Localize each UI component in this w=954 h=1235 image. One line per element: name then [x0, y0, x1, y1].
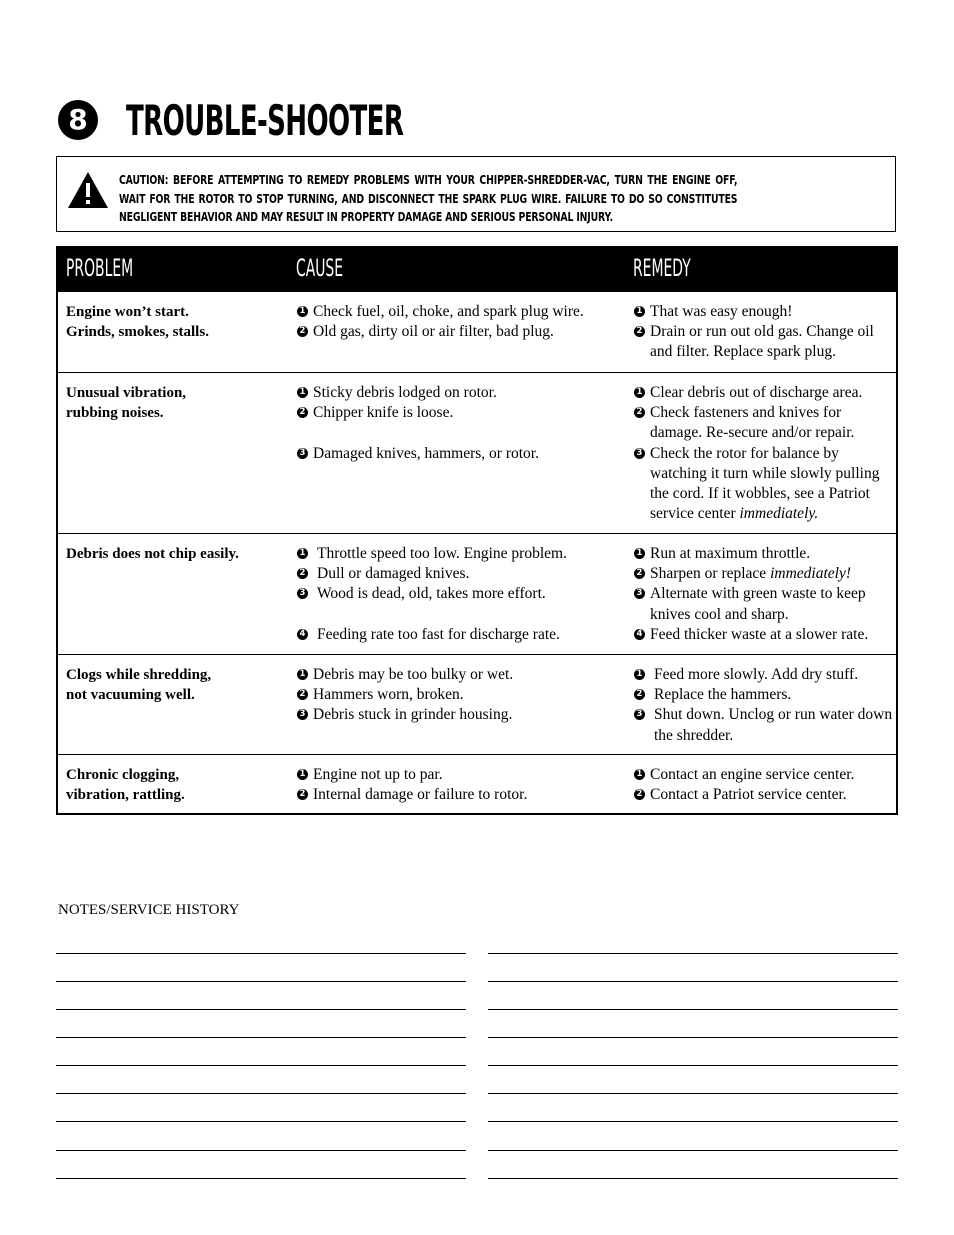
cause-text: Hammers worn, broken. — [313, 686, 464, 704]
number-1-icon: 1 — [634, 669, 645, 680]
cause-text: Internal damage or failure to rotor. — [313, 786, 528, 804]
remedy-cell — [633, 383, 895, 524]
cause-text: Throttle speed too low. Engine problem. — [317, 545, 567, 562]
table-row — [58, 533, 896, 655]
number-4-icon: 4 — [297, 629, 308, 640]
number-1-icon: 1 — [634, 306, 645, 317]
number-1-icon: 1 — [297, 306, 308, 317]
number-1-icon: 1 — [297, 548, 308, 559]
notes-line — [488, 981, 898, 982]
remedy-cell — [633, 302, 895, 363]
section-number-badge: 8 — [58, 100, 98, 140]
notes-line — [488, 1037, 898, 1038]
notes-line — [56, 1009, 466, 1010]
problem-text: not vacuuming well. — [66, 687, 195, 704]
cause-cell — [296, 765, 626, 805]
remedy-text-main: Check the rotor for balance by watching it turn while slowly pulling the cord. If it wobbles, see a Patriot service center — [650, 444, 880, 523]
cause-cell — [296, 665, 626, 726]
cause-text: Debris stuck in grinder housing. — [313, 706, 513, 724]
table-header — [58, 248, 896, 292]
cause-cell — [296, 302, 626, 342]
number-3-icon: 3 — [297, 448, 308, 459]
number-2-icon: 2 — [634, 568, 645, 579]
table-row — [58, 372, 896, 534]
cause-text: Debris may be too bulky or wet. — [313, 666, 514, 683]
number-1-icon: 1 — [297, 769, 308, 780]
cause-text: Sticky debris lodged on rotor. — [313, 384, 497, 401]
notes-line — [56, 1065, 466, 1066]
notes-line — [56, 1037, 466, 1038]
number-3-icon: 3 — [634, 709, 645, 720]
problem-text: Chronic clogging, — [66, 767, 180, 783]
remedy-emphasis: immediately! — [770, 565, 851, 583]
cause-text: Dull or damaged knives. — [317, 565, 470, 583]
number-1-icon: 1 — [634, 387, 645, 398]
notes-line — [488, 1178, 898, 1179]
number-2-icon: 2 — [297, 326, 308, 337]
notes-line — [56, 1093, 466, 1094]
number-3-icon: 3 — [297, 588, 308, 599]
problem-text: Unusual vibration, — [66, 385, 187, 401]
remedy-text-main: Sharpen or replace — [650, 565, 767, 583]
cause-text: Wood is dead, old, takes more effort. — [317, 585, 546, 603]
troubleshooting-table — [56, 246, 898, 815]
notes-line — [56, 1178, 466, 1179]
number-2-icon: 2 — [634, 326, 645, 337]
remedy-text: Drain or run out old gas. Change oil and filter. Replace spark plug. — [650, 323, 874, 361]
notes-line — [488, 1150, 898, 1151]
problem-text: vibration, rattling. — [66, 787, 185, 804]
notes-line — [488, 1093, 898, 1094]
remedy-text — [650, 444, 895, 525]
notes-line — [488, 953, 898, 954]
notes-line — [488, 1065, 898, 1066]
remedy-text: Alternate with green waste to keep knives cool and sharp. — [650, 585, 866, 623]
problem-cell — [66, 383, 286, 423]
page-title-text: TROUBLE-SHOOTER — [126, 95, 404, 145]
number-2-icon: 2 — [297, 689, 308, 700]
number-2-icon: 2 — [634, 789, 645, 800]
remedy-text: Contact a Patriot service center. — [650, 786, 847, 804]
notes-line — [488, 1121, 898, 1122]
problem-cell — [66, 765, 286, 805]
number-4-icon: 4 — [634, 629, 645, 640]
table-row — [58, 292, 896, 372]
remedy-text: Contact an engine service center. — [650, 766, 855, 783]
problem-text: Grinds, smokes, stalls. — [66, 324, 209, 341]
remedy-cell — [633, 665, 895, 746]
remedy-text: Replace the hammers. — [654, 686, 792, 704]
notes-line — [56, 1150, 466, 1151]
remedy-text: Check fasteners and knives for damage. Re-secure and/or repair. — [650, 404, 855, 442]
notes-line — [56, 953, 466, 954]
header-problem: PROBLEM — [66, 254, 134, 282]
table-row — [58, 654, 896, 755]
problem-text: Clogs while shredding, — [66, 667, 212, 683]
remedy-text: That was easy enough! — [650, 303, 793, 320]
number-2-icon: 2 — [297, 789, 308, 800]
number-3-icon: 3 — [297, 709, 308, 720]
problem-cell — [66, 665, 286, 705]
cause-text: Feeding rate too fast for discharge rate. — [317, 625, 560, 643]
caution-text: CAUTION: BEFORE ATTEMPTING TO REMEDY PROBLEMS WITH YOUR CHIPPER-SHREDDER-VAC, TURN THE ENGINE OFF, WAIT FOR THE ROTOR TO STOP TURNING, AND DISCONNECT THE SPARK PLUG WIRE. FAILURE TO DO SO CONSTITUTES NEGLIGENT BEHAVIOR AND MAY RESULT IN PROPERTY DAMAGE AND SERIOUS PERSONAL INJURY. — [119, 172, 738, 224]
number-3-icon: 3 — [634, 448, 645, 459]
notes-line — [488, 1009, 898, 1010]
problem-text: Engine won’t start. — [66, 304, 189, 320]
header-cause: CAUSE — [296, 254, 344, 282]
notes-line — [56, 981, 466, 982]
number-2-icon: 2 — [297, 407, 308, 418]
cause-text: Engine not up to par. — [313, 766, 443, 783]
remedy-text: Feed thicker waste at a slower rate. — [650, 625, 869, 643]
caution-box — [56, 156, 896, 232]
number-2-icon: 2 — [634, 689, 645, 700]
number-2-icon: 2 — [297, 568, 308, 579]
cause-cell — [296, 383, 626, 464]
remedy-text: Run at maximum throttle. — [650, 545, 811, 562]
header-remedy: REMEDY — [633, 254, 691, 282]
cause-text: Damaged knives, hammers, or rotor. — [313, 444, 539, 462]
number-2-icon: 2 — [634, 407, 645, 418]
number-1-icon: 1 — [297, 669, 308, 680]
cause-text: Old gas, dirty oil or air filter, bad plug. — [313, 323, 554, 341]
remedy-text — [650, 564, 851, 584]
warning-triangle-icon — [67, 171, 109, 209]
cause-text: Chipper knife is loose. — [313, 404, 454, 422]
remedy-cell — [633, 544, 895, 645]
cause-text: Check fuel, oil, choke, and spark plug wire. — [313, 303, 584, 320]
remedy-text: Feed more slowly. Add dry stuff. — [654, 666, 859, 683]
cause-cell — [296, 544, 626, 645]
page-title — [58, 90, 573, 150]
problem-cell — [66, 302, 286, 342]
number-1-icon: 1 — [297, 387, 308, 398]
number-1-icon: 1 — [634, 548, 645, 559]
notes-line — [56, 1121, 466, 1122]
problem-text: Debris does not chip easily. — [66, 546, 239, 562]
problem-text: rubbing noises. — [66, 405, 164, 422]
number-1-icon: 1 — [634, 769, 645, 780]
remedy-cell — [633, 765, 895, 805]
notes-label: NOTES/SERVICE HISTORY — [58, 902, 240, 918]
remedy-emphasis: immediately. — [739, 505, 819, 523]
problem-cell — [66, 544, 286, 564]
number-3-icon: 3 — [634, 588, 645, 599]
remedy-text: Clear debris out of discharge area. — [650, 384, 863, 401]
table-row — [58, 754, 896, 814]
remedy-text: Shut down. Unclog or run water down the shredder. — [654, 706, 893, 744]
